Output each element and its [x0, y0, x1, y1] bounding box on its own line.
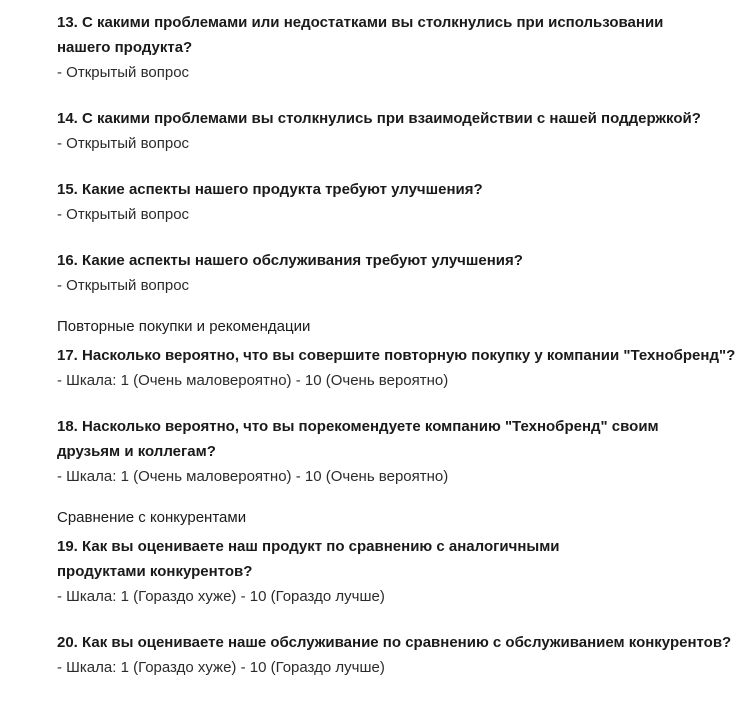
question-text: 18. Насколько вероятно, что вы порекомендуете компанию "Технобренд" своим друзьям и коллегам? [57, 418, 659, 460]
survey-item-19 [57, 534, 717, 609]
survey-item-18 [57, 414, 717, 489]
question-text: 17. Насколько вероятно, что вы совершите повторную покупку у компании "Технобренд"? [57, 347, 736, 364]
survey-item-14 [57, 106, 717, 156]
question-text: 20. Как вы оцениваете наше обслуживание по сравнению с обслуживанием конкурентов? [57, 634, 732, 651]
answer-type: - Шкала: 1 (Гораздо хуже) - 10 (Гораздо лучше) [57, 588, 385, 605]
answer-type: - Открытый вопрос [57, 64, 190, 81]
survey-item-13 [57, 10, 717, 85]
question-text: 16. Какие аспекты нашего обслуживания требуют улучшения? [57, 252, 523, 269]
answer-type: - Шкала: 1 (Очень маловероятно) - 10 (Очень вероятно) [57, 372, 449, 389]
answer-type: - Открытый вопрос [57, 277, 190, 294]
survey-item-15 [57, 177, 717, 227]
section-heading-repeat-purchases: Повторные покупки и рекомендации [57, 318, 311, 335]
answer-type: - Шкала: 1 (Гораздо хуже) - 10 (Гораздо лучше) [57, 659, 385, 676]
survey-item-16 [57, 248, 717, 298]
survey-item-20 [57, 630, 732, 680]
question-text: 14. С какими проблемами вы столкнулись при взаимодействии с нашей поддержкой? [57, 110, 701, 127]
answer-type: - Шкала: 1 (Очень маловероятно) - 10 (Очень вероятно) [57, 468, 449, 485]
section-heading-competitors: Сравнение с конкурентами [57, 509, 247, 526]
question-text: 13. С какими проблемами или недостатками вы столкнулись при использовании нашего продукта? [57, 14, 664, 56]
survey-item-17 [57, 343, 736, 393]
answer-type: - Открытый вопрос [57, 206, 190, 223]
answer-type: - Открытый вопрос [57, 135, 190, 152]
question-text: 15. Какие аспекты нашего продукта требуют улучшения? [57, 181, 483, 198]
survey-content [57, 10, 736, 680]
question-text: 19. Как вы оцениваете наш продукт по сравнению с аналогичными продуктами конкурентов? [57, 538, 560, 580]
